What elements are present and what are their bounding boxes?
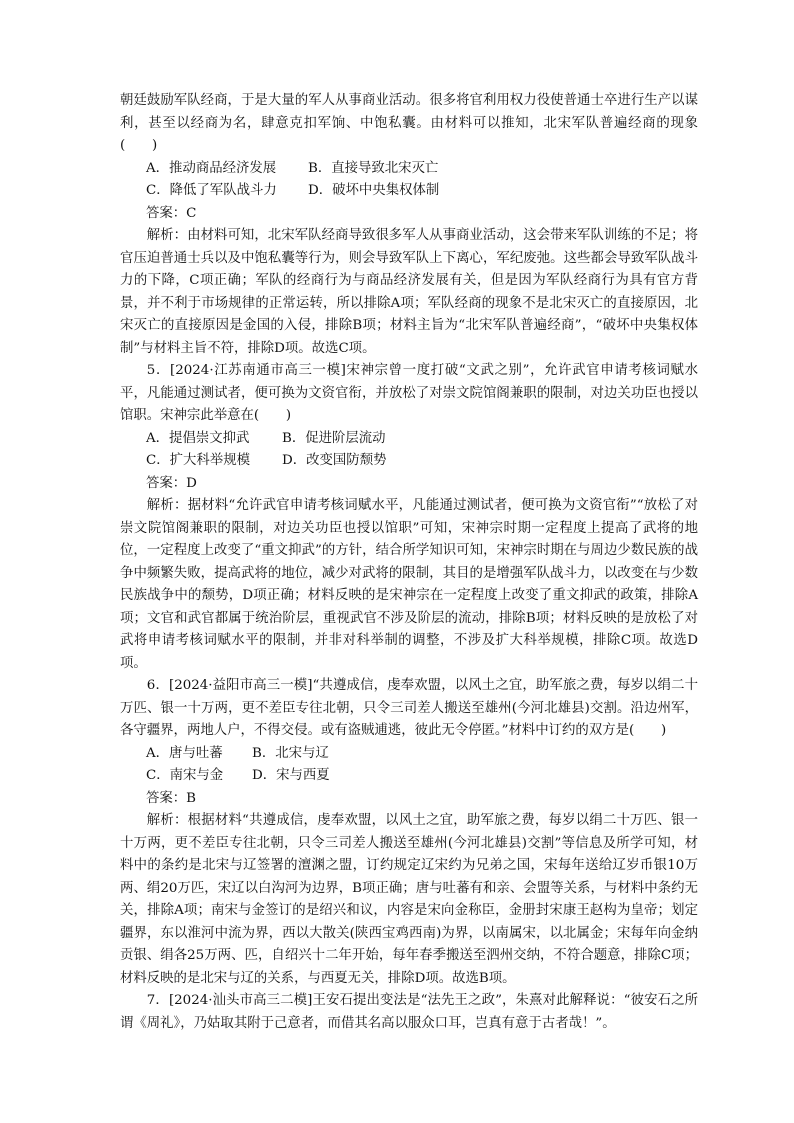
- q6-stem: 6．[2024·益阳市高三一模]“共遵成信，虔奉欢盟，以风土之宜，助军旅之费，每岁以绢二十万匹、银一十万两，更不差臣专往北朝，只令三司差人搬送至雄州(今河北雄县)交割。沿边州军，各守疆界，两地人户，不得交侵。或有盗贼逋逃，彼此无令停匿。”材料中订约的双方是( ): [120, 678, 698, 738]
- q4-options-row1: [120, 158, 698, 181]
- q6-option-c: C．南宋与金: [146, 768, 224, 783]
- q6-option-b: B．北宋与辽: [252, 745, 329, 761]
- document-body: [120, 90, 698, 1035]
- q5-option-a: A．提倡崇文抑武: [146, 430, 250, 446]
- q5-stem: 5．[2024·江苏南通市高三一模]宋神宗曾一度打破“文武之别”，允许武官申请考核词赋水平，凡能通过测试者，便可换为文资官衔，并放松了对崇文院馆阁兼职的限制，对边关功臣也授以馆职。宋神宗此举意在( ): [120, 363, 698, 423]
- q5-option-c: C．扩大科举规模: [146, 453, 250, 468]
- q4-option-b: B．直接导致北宋灭亡: [308, 160, 439, 176]
- q5-options-row1: [120, 428, 698, 451]
- q7-stem: 7．[2024·汕头市高三二模]王安石提出变法是“法先王之政”，朱熹对此解释说：“彼安石之所谓《周礼》，乃姑取其附于己意者，而借其名高以服众口耳，岂真有意于古者哉！”。: [120, 993, 698, 1031]
- q6-option-a: A．唐与吐蕃: [146, 745, 223, 761]
- q5-answer: 答案：D: [146, 475, 197, 491]
- q5-option-d: D．改变国防颓势: [282, 453, 387, 468]
- q4-analysis: 解析：由材料可知，北宋军队经商导致很多军人从事商业活动，这会带来军队训练的不足；将官压迫普通士兵以及中饱私囊等行为，则会导致军队上下离心，军纪废弛。这些都会导致军队战斗力的下降，C项正确；军队的经商行为与商品经济发展有关，但是因为军队经商行为具有官方背景，并不利于市场规律的正常运转，所以排除A项；军队经商的现象不是北宋灭亡的直接原因，北宋灭亡的直接原因是金国的入侵，排除B项；材料主旨为“北宋军队普遍经商”，“破坏中央集权体制”与材料主旨不符，排除D项。故选C项。: [120, 228, 698, 356]
- q5-option-b: B．促进阶层流动: [282, 430, 386, 446]
- q6-options-row2: [120, 765, 698, 788]
- q5-analysis: 解析：据材料“允许武官申请考核词赋水平，凡能通过测试者，便可换为文资官衔”“放松了对崇文院馆阁兼职的限制，对边关功臣也授以馆职”可知，宋神宗时期一定程度上提高了武将的地位，一定程度上改变了“重文抑武”的方针，结合所学知识可知，宋神宗时期在与周边少数民族的战争中频繁失败，提高武将的地位，减少对武将的限制，其目的是增强军队战斗力，以改变在与少数民族战争中的颓势，D项正确；材料反映的是宋神宗在一定程度上改变了重文抑武的政策，排除A项；文官和武官都属于统治阶层，重视武官不涉及阶层的流动，排除B项；材料反映的是放松了对武将申请考核词赋水平的限制，并非对科举制的调整，不涉及扩大科举规模，排除C项。故选D项。: [120, 498, 698, 671]
- q6-answer: 答案：B: [146, 790, 197, 806]
- q4-stem: 朝廷鼓励军队经商，于是大量的军人从事商业活动。很多将官利用权力役使普通士卒进行生产以谋利，甚至以经商为名，肆意克扣军饷、中饱私囊。由材料可以推知，北宋军队普遍经商的现象( ): [120, 93, 698, 153]
- q6-analysis: 解析：根据材料“共遵成信，虔奉欢盟，以风土之宜，助军旅之费，每岁以绢二十万匹、银一十万两，更不差臣专往北朝，只令三司差人搬送至雄州(今河北雄县)交割”等信息及所学可知，材料中的条约是北宋与辽签署的澶渊之盟，订约规定辽宋约为兄弟之国，宋每年送给辽岁币银10万两、绢20万匹，宋辽以白沟河为边界，B项正确；唐与吐蕃有和亲、会盟等关系，与材料中条约无关，排除A项；南宋与金签订的是绍兴和议，内容是宋向金称臣，金册封宋康王赵构为皇帝；划定疆界，东以淮河中流为界，西以大散关(陕西宝鸡西南)为界，以南属宋，以北属金；宋每年向金纳贡银、绢各25万两、匹，自绍兴十二年开始，每年春季搬送至泗州交纳，不符合题意，排除C项；材料反映的是北宋与辽的关系，与西夏无关，排除D项。故选B项。: [120, 813, 698, 986]
- q5-options-row2: [120, 450, 698, 473]
- q4-options-row2: [120, 180, 698, 203]
- q6-options-row1: [120, 743, 698, 766]
- q6-option-d: D．宋与西夏: [252, 768, 330, 783]
- q4-answer: 答案：C: [146, 205, 197, 221]
- q4-option-a: A．推动商品经济发展: [146, 160, 277, 176]
- q4-option-d: D．破坏中央集权体制: [308, 183, 440, 198]
- q4-option-c: C．降低了军队战斗力: [146, 183, 277, 198]
